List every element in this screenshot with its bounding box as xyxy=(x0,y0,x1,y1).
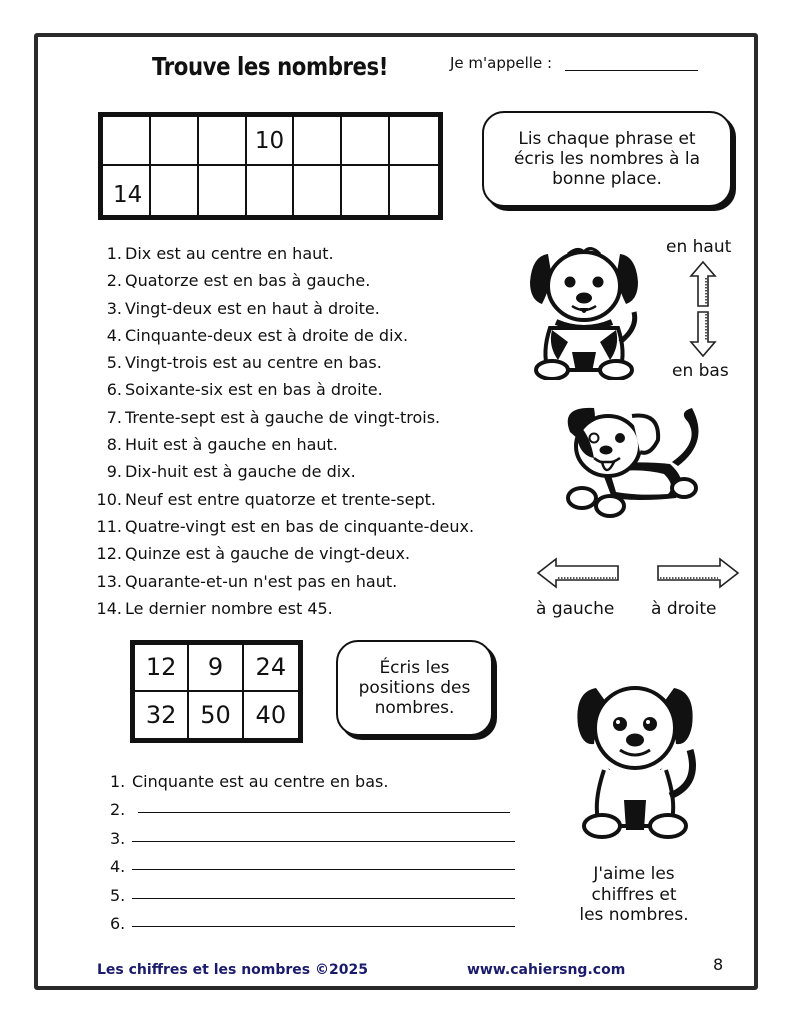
answer-row: 6. xyxy=(110,905,515,934)
clue-item: 9. Dix-huit est à gauche de dix. xyxy=(106,462,356,482)
answer-row: 1. Cinquante est au centre en bas. xyxy=(110,771,389,791)
grid-cell: 50 xyxy=(189,692,243,739)
clue-list xyxy=(90,240,474,622)
grid-cell[interactable]: 14 xyxy=(103,166,151,215)
clue-item: 11. Quatre-vingt est en bas de cinquante-deux. xyxy=(96,516,475,536)
worksheet-title: Trouve les nombres! xyxy=(152,52,389,81)
footer-copyright: Les chiffres et les nombres ©2025 xyxy=(97,962,368,978)
grid-cell[interactable] xyxy=(151,117,199,166)
label-en-bas: en bas xyxy=(672,361,729,381)
grid-cell[interactable]: 10 xyxy=(247,117,295,166)
answer-row: 3. xyxy=(110,819,515,848)
grid-cell: 24 xyxy=(244,645,298,692)
clue-item: 10. Neuf est entre quatorze et trente-sept. xyxy=(96,489,436,509)
grid-cell[interactable] xyxy=(199,166,247,215)
grid-cell: 12 xyxy=(135,645,189,692)
grid-cell: 40 xyxy=(255,700,287,729)
grid-cell[interactable] xyxy=(342,117,390,166)
answer-row: 5. xyxy=(110,876,515,905)
answer-example: Cinquante est au centre en bas. xyxy=(132,771,389,791)
grid-cell[interactable] xyxy=(294,166,342,215)
name-label: Je m'appelle : xyxy=(450,54,553,72)
down-arrow-icon xyxy=(688,310,718,358)
left-arrow-icon xyxy=(536,556,620,590)
label-a-droite: à droite xyxy=(651,599,717,619)
page-number: 8 xyxy=(713,955,724,974)
instruction-line: nombres. xyxy=(374,698,455,718)
answer-list xyxy=(110,762,515,933)
grid-cell[interactable] xyxy=(390,166,438,215)
answer-line[interactable] xyxy=(132,925,515,927)
instruction-line: écris les nombres à la xyxy=(513,149,701,169)
instruction-line: Lis chaque phrase et xyxy=(518,129,696,149)
instruction-line: positions des xyxy=(358,678,471,698)
grid-cell[interactable] xyxy=(199,117,247,166)
instruction-line: bonne place. xyxy=(552,169,662,189)
grid-cell: 9 xyxy=(189,645,243,692)
sitting-puppy-icon xyxy=(528,242,640,380)
answer-line[interactable] xyxy=(132,840,515,842)
answer-line[interactable] xyxy=(138,811,510,813)
grid-cell[interactable] xyxy=(294,117,342,166)
up-arrow-icon xyxy=(688,260,718,308)
sitting-puppy-icon xyxy=(574,676,704,846)
grid-cell: 32 xyxy=(135,692,189,739)
clue-item: 8. Huit est à gauche en haut. xyxy=(106,435,338,455)
grid-cell[interactable] xyxy=(247,166,295,215)
running-puppy-icon xyxy=(560,402,720,522)
number-grid-large xyxy=(98,112,443,220)
clue-item: 4. Cinquante-deux est à droite de dix. xyxy=(106,325,409,345)
grid-cell[interactable] xyxy=(342,166,390,215)
clue-item: 1. Dix est au centre en haut. xyxy=(106,244,334,263)
answer-row: 4. xyxy=(110,848,515,877)
grid-cell[interactable] xyxy=(390,117,438,166)
clue-item: 3. Vingt-deux est en haut à droite. xyxy=(106,298,380,318)
footer-website-link[interactable]: www.cahiersng.com xyxy=(467,962,626,978)
clue-item: 2. Quatorze est en bas à gauche. xyxy=(106,271,371,291)
label-a-gauche: à gauche xyxy=(536,599,615,619)
clue-item: 5. Vingt-trois est au centre en bas. xyxy=(106,353,382,373)
clue-item: 12. Quinze est à gauche de vingt-deux. xyxy=(96,544,411,564)
right-arrow-icon xyxy=(656,556,740,590)
grid-cell[interactable] xyxy=(151,166,199,215)
answer-line[interactable] xyxy=(132,897,515,899)
label-en-haut: en haut xyxy=(666,237,732,257)
instruction-bubble xyxy=(482,111,732,207)
answer-line[interactable] xyxy=(132,868,515,870)
instruction-line: Écris les xyxy=(379,658,450,678)
clue-item: 14. Le dernier nombre est 45. xyxy=(96,598,333,618)
grid-cell[interactable] xyxy=(103,117,151,166)
clue-item: 7. Trente-sept est à gauche de vingt-trois. xyxy=(106,407,441,427)
clue-item: 13. Quarante-et-un n'est pas en haut. xyxy=(96,571,398,591)
dog-caption: J'aime les chiffres et les nombres. xyxy=(579,864,689,925)
number-grid-small xyxy=(130,640,303,743)
name-field[interactable] xyxy=(565,70,698,71)
answer-row: 2. xyxy=(110,791,515,820)
instruction-bubble xyxy=(336,640,493,736)
clue-item: 6. Soixante-six est en bas à droite. xyxy=(106,380,383,400)
